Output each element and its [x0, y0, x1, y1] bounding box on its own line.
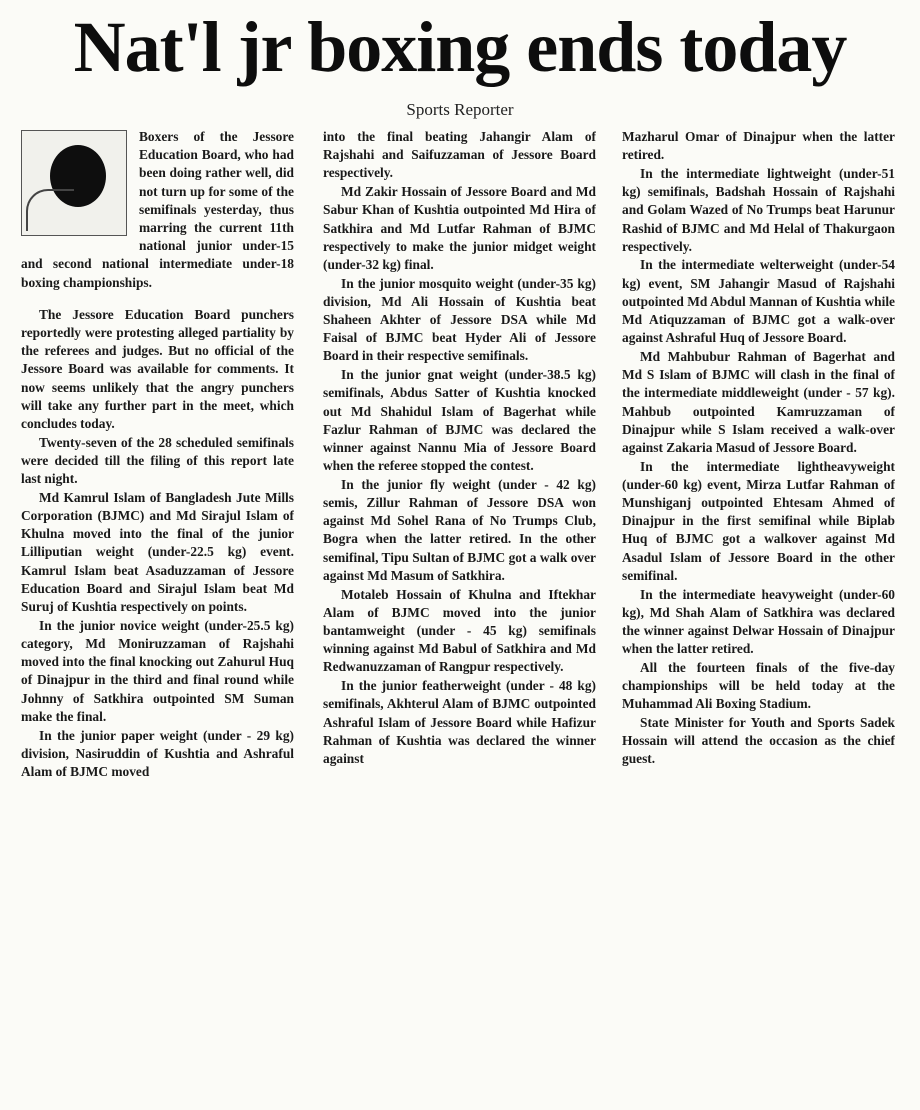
paragraph: Md Zakir Hossain of Jessore Board and Md Sabur Khan of Kushtia outpointed Md Hira of Satkhira and Md Lutfar Rahman of BJMC respectively to make the junior midget weight (under-32 kg) final. — [323, 184, 596, 272]
paragraph: All the fourteen finals of the five-day championships will be held today at the Muhammad Ali Boxing Stadium. — [622, 659, 895, 712]
paragraph: In the junior gnat weight (under-38.5 kg) semifinals, Abdus Satter of Kushtia knocked out Md Shahidul Islam of Bagerhat while Fazlur Rahman of BJMC was declared the winner against Nannu Mia of Jessore Board when the referee stopped the contest. — [323, 367, 596, 474]
paragraph: In the intermediate welterweight (under-54 kg) event, SM Jahangir Masud of Rajshahi outpointed Md Abdul Mannan of Kushtia while Md Atiquzzaman of BJMC got a walk-over against Ashraful Huq of Jessore Board. — [622, 257, 895, 346]
paragraph: Md Kamrul Islam of Bangladesh Jute Mills Corporation (BJMC) and Md Sirajul Islam of Khulna moved into the final of the junior Lilliputian weight (under-22.5 kg) event. Kamrul Islam beat Asaduzzaman of Jessore Education Board and Sirajul Islam beat Md Suruj of Kushtia respectively on points. — [21, 489, 294, 615]
paragraph: In the junior fly weight (under - 42 kg) semis, Zillur Rahman of Jessore DSA won against Md Sohel Rana of No Trumps Club, Bogra when the latter retired. In the other semifinal, Tipu Sultan of BJMC got a walk over against Md Masum of Satkhira. — [323, 476, 596, 583]
boxer-photo-icon — [21, 130, 127, 236]
paragraph: In the junior novice weight (under-25.5 kg) category, Md Moniruzzaman of Rajshahi moved into the final knocking out Zahurul Huq of Dinajpur in the third and final round while Johnny of Satkhira outpointed SM Suman make the final. — [21, 617, 294, 724]
paragraph: Motaleb Hossain of Khulna and Iftekhar Alam of BJMC moved into the junior bantamweight (under - 45 kg) semifinals winning against Md Babul of Satkhira and Md Redwanuzzaman of Rangpur respectively. — [323, 586, 596, 675]
headline: Nat'l jr boxing ends today — [73, 7, 847, 87]
paragraph: In the junior mosquito weight (under-35 kg) division, Md Ali Hossain of Kushtia beat Shaheen Akhter of Jessore DSA while Md Faisal of BJMC beat Hyder Ali of Jessore Board in their respective semifinals. — [323, 275, 596, 364]
paragraph: into the final beating Jahangir Alam of Rajshahi and Saifuzzaman of Jessore Board respectively. — [323, 129, 596, 181]
paragraph: Boxers of the Jessore Education Board, who had been doing rather well, did not turn up for some of the semifinals yesterday, thus marring the current 11th national junior under-15 and second national intermediate under-18 boxing championships. — [21, 129, 294, 290]
paragraph: The Jessore Education Board punchers reportedly were protesting alleged partiality by the referees and judges. But no official of the Jessore Board was available for comments. It now seems unlikely that the angry punchers will take any further part in the meet, which concludes today. — [21, 306, 294, 432]
paragraph: Md Mahbubur Rahman of Bagerhat and Md S Islam of BJMC will clash in the final of the intermediate middleweight (under - 57 kg). Mahbub outpointed Kamruzzaman of Dinajpur while S Islam received a walk-over against Zakaria Masud of Jessore Board. — [622, 348, 895, 455]
paragraph: State Minister for Youth and Sports Sadek Hossain will attend the occasion as the chief guest. — [622, 715, 895, 767]
article-column-2 — [323, 128, 596, 1108]
paragraph: In the intermediate heavyweight (under-60 kg), Md Shah Alam of Satkhira was declared the winner against Delwar Hossain of Dinajpur when the latter retired. — [622, 586, 895, 657]
byline: Sports Reporter — [406, 100, 514, 119]
article-column-3 — [622, 128, 895, 1108]
paragraph: In the junior featherweight (under - 48 kg) semifinals, Akhterul Alam of BJMC outpointed Ashraful Islam of Jessore Board while Hafizur Rahman of Kushtia was declared the winner against — [323, 678, 596, 766]
paragraph: Mazharul Omar of Dinajpur when the latter retired. — [622, 129, 895, 163]
article-column-1 — [21, 128, 294, 1108]
paragraph: In the intermediate lightweight (under-51 kg) semifinals, Badshah Hossain of Rajshahi and Golam Wazed of No Trumps beat Harunur Rashid of BJMC and Md Helal of Thakurgaon respectively. — [622, 165, 895, 254]
paragraph: In the intermediate lightheavyweight (under-60 kg) event, Mirza Lutfar Rahman of Munshiganj outpointed Ehtesam Ahmed of Dinajpur in the first semifinal while Biplab Huq of BJMC got a walkover against Md Asadul Islam of Jessore Board in the other semifinal. — [622, 458, 895, 583]
paragraph: Twenty-seven of the 28 scheduled semifinals were decided till the filing of this report late last night. — [21, 434, 294, 487]
paragraph: In the junior paper weight (under - 29 kg) division, Nasiruddin of Kushtia and Ashraful Alam of BJMC moved — [21, 727, 294, 779]
